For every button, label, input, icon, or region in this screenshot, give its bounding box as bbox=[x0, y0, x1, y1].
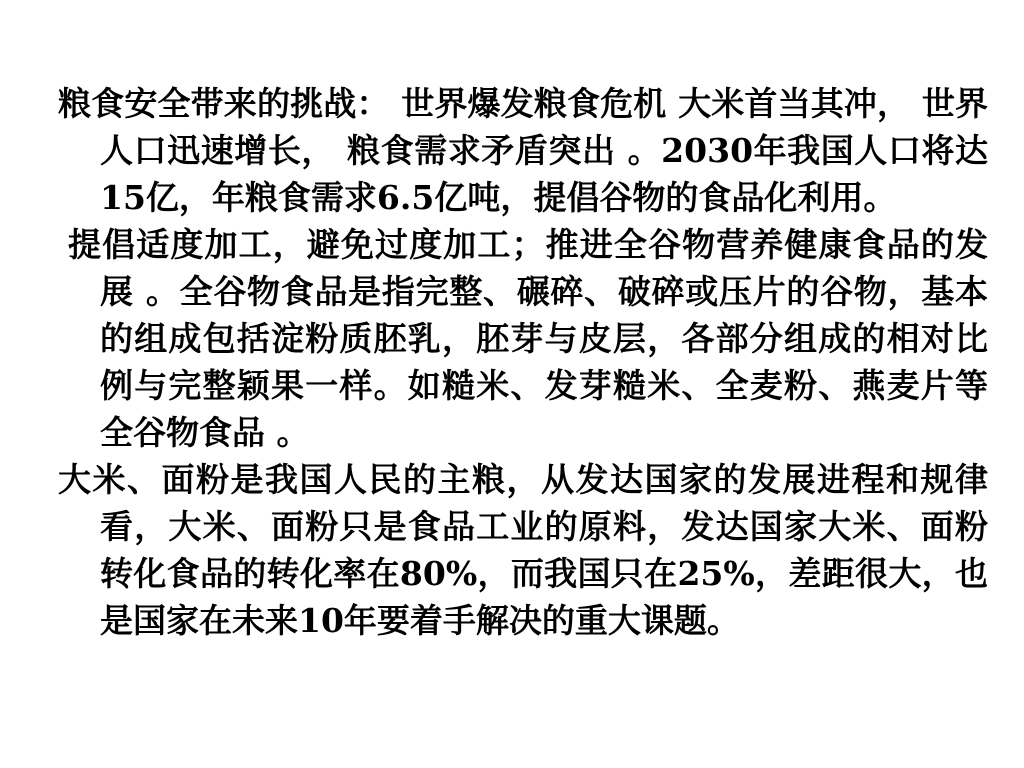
paragraph-staple-food-conversion: 大米、面粉是我国人民的主粮，从发达国家的发展进程和规律看，大米、面粉只是食品工业的原料，发达国家大米、面粉转化食品的转化率在80%，而我国只在25%，差距很大，也是国家在未来10年要着手解决的重大课题。 bbox=[58, 460, 988, 640]
slide-body bbox=[58, 80, 988, 644]
paragraph-grain-security-challenge: 粮食安全带来的挑战： 世界爆发粮食危机 大米首当其冲， 世界人口迅速增长， 粮食需求矛盾突出 。2030年我国人口将达15亿，年粮食需求6.5亿吨，提倡谷物的食品化利用。 bbox=[58, 84, 988, 217]
paragraph-whole-grain-processing: 提倡适度加工，避免过度加工；推进全谷物营养健康食品的发展 。全谷物食品是指完整、碾碎、破碎或压片的谷物，基本的组成包括淀粉质胚乳，胚芽与皮层，各部分组成的相对比例与完整颖果一样。如糙米、发芽糙米、全麦粉、燕麦片等全谷物食品 。 bbox=[68, 225, 988, 452]
